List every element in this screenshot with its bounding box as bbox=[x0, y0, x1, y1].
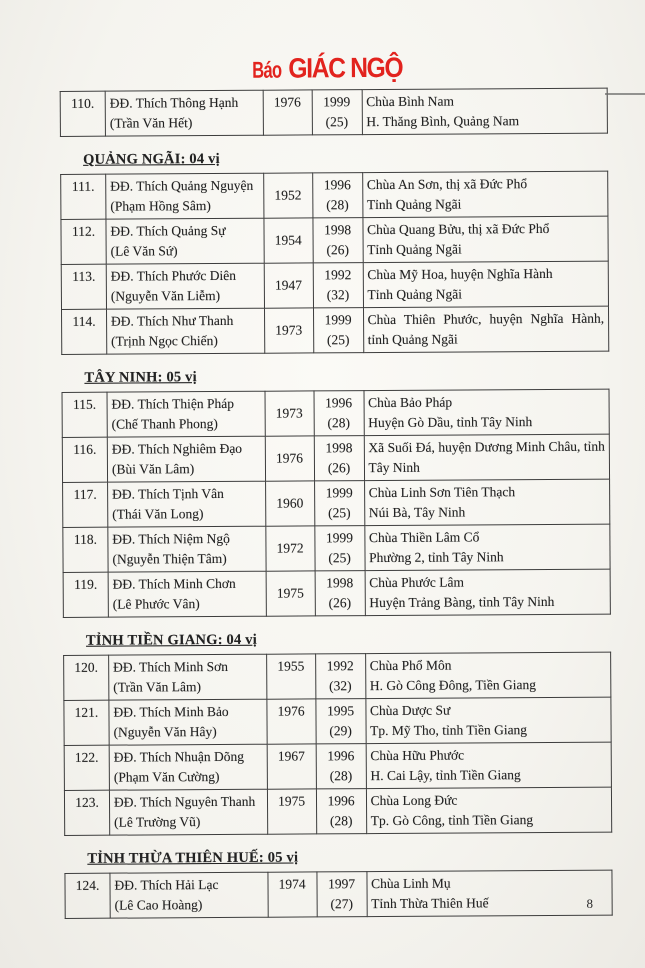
monk-dharma-name: ĐĐ. Thích Nguyên Thanh bbox=[113, 793, 256, 810]
table-row bbox=[62, 389, 609, 437]
ordination-year: 1996 bbox=[327, 793, 355, 809]
address-line: Chùa An Sơn, thị xã Đức Phổ bbox=[366, 176, 528, 193]
birth-year-cell: 1976 bbox=[263, 90, 312, 135]
ordination-year-cell bbox=[313, 263, 363, 308]
logo-prefix: Báo bbox=[252, 56, 282, 83]
roster-table bbox=[64, 870, 612, 919]
ordination-age: (26) bbox=[328, 594, 352, 610]
address-line: Chùa Thiền Lâm Cổ bbox=[368, 529, 480, 546]
row-number-cell: 113. bbox=[61, 264, 106, 309]
temple-address-cell bbox=[365, 652, 611, 698]
table-row bbox=[61, 171, 608, 219]
ordination-age: (25) bbox=[326, 331, 350, 347]
monk-lay-name: (Bùi Văn Lâm) bbox=[111, 460, 195, 477]
table-row bbox=[64, 697, 611, 745]
monk-dharma-name: ĐĐ. Thích Minh Bảo bbox=[113, 703, 229, 720]
temple-address-cell bbox=[363, 306, 609, 352]
row-number-cell: 122. bbox=[64, 745, 109, 790]
section-heading: TỈNH THỪA THIÊN HUẾ: 05 vị bbox=[87, 849, 299, 867]
address-line: Chùa Bình Nam bbox=[366, 93, 455, 110]
monk-name-cell bbox=[108, 571, 266, 617]
row-number-cell: 116. bbox=[62, 437, 107, 482]
table-row bbox=[60, 88, 607, 136]
ordination-age: (28) bbox=[329, 812, 353, 828]
ordination-year: 1998 bbox=[324, 222, 352, 238]
ordination-year: 1997 bbox=[328, 876, 356, 892]
monk-lay-name: (Lê Cao Hoàng) bbox=[114, 896, 203, 913]
sections bbox=[60, 88, 613, 919]
table-row bbox=[63, 524, 610, 572]
monk-lay-name: (Phạm Văn Cường) bbox=[113, 768, 220, 785]
address-line: Núi Bà, Tây Ninh bbox=[368, 503, 466, 520]
ordination-year: 1996 bbox=[327, 748, 355, 764]
birth-year-cell: 1960 bbox=[265, 481, 314, 526]
ordination-year: 1999 bbox=[323, 94, 351, 110]
monk-name-cell bbox=[109, 699, 267, 745]
monk-dharma-name: ĐĐ. Thích Hải Lạc bbox=[114, 877, 219, 893]
row-number-cell: 112. bbox=[61, 219, 106, 264]
monk-name-cell bbox=[108, 526, 266, 572]
address-line: H. Cai Lậy, tỉnh Tiền Giang bbox=[370, 766, 521, 783]
roster-table bbox=[60, 88, 608, 137]
page-number: 8 bbox=[586, 896, 593, 911]
address-line: Chùa Linh Sơn Tiên Thạch bbox=[368, 484, 516, 501]
address-line: Phường 2, tỉnh Tây Ninh bbox=[369, 548, 504, 565]
monk-dharma-name: ĐĐ. Thích Nghiêm Đạo bbox=[111, 440, 243, 457]
monk-lay-name: (Nguyễn Văn Hây) bbox=[113, 723, 217, 740]
address-line: Chùa Quang Bửu, thị xã Đức Phổ bbox=[367, 220, 550, 238]
monk-name-cell bbox=[107, 391, 265, 437]
monk-lay-name: (Nguyễn Văn Liễm) bbox=[110, 287, 221, 304]
ordination-year-cell bbox=[316, 789, 366, 834]
ordination-year-cell bbox=[317, 872, 367, 917]
address-line: Chùa Phước Lâm bbox=[369, 574, 464, 591]
birth-year-cell: 1972 bbox=[265, 526, 314, 571]
ordination-year-cell bbox=[316, 744, 366, 789]
birth-year-cell: 1975 bbox=[266, 571, 315, 616]
row-number-cell: 110. bbox=[60, 91, 105, 136]
address-line: Tỉnh Quảng Ngãi bbox=[367, 241, 462, 257]
monk-name-cell bbox=[105, 90, 263, 136]
roster-table bbox=[62, 389, 611, 618]
roster-table bbox=[60, 171, 609, 355]
table-row bbox=[64, 787, 611, 835]
ordination-age: (28) bbox=[326, 196, 349, 212]
temple-address-cell bbox=[365, 569, 611, 615]
temple-address-cell bbox=[362, 171, 608, 217]
ordination-age: (28) bbox=[329, 767, 353, 783]
ordination-year-cell bbox=[313, 218, 363, 263]
monk-name-cell bbox=[109, 789, 267, 835]
monk-dharma-name: ĐĐ. Thích Quảng Nguyện bbox=[110, 177, 254, 194]
ordination-year-cell bbox=[315, 699, 365, 744]
row-number-cell: 124. bbox=[65, 873, 110, 918]
monk-name-cell bbox=[106, 263, 264, 309]
address-line: Chùa Phổ Môn bbox=[369, 657, 452, 674]
row-number-cell: 123. bbox=[64, 790, 109, 835]
ordination-year: 1998 bbox=[326, 575, 354, 591]
table-row bbox=[63, 569, 610, 617]
monk-name-cell bbox=[109, 654, 267, 700]
ordination-year: 1992 bbox=[324, 267, 352, 283]
address-line: Chùa Mỹ Hoa, huyện Nghĩa Hành bbox=[367, 265, 553, 283]
ordination-year-cell bbox=[314, 436, 364, 481]
roster-table bbox=[63, 652, 612, 836]
monk-name-cell bbox=[106, 218, 264, 264]
ordination-year: 1999 bbox=[324, 312, 352, 328]
address-line: Chùa Hữu Phước bbox=[370, 747, 465, 764]
monk-dharma-name: ĐĐ. Thích Như Thanh bbox=[110, 312, 234, 329]
address-line: Tỉnh Quảng Ngãi bbox=[367, 286, 462, 302]
monk-dharma-name: ĐĐ. Thích Niệm Ngộ bbox=[112, 530, 230, 547]
monk-dharma-name: ĐĐ. Thích Thiện Pháp bbox=[111, 395, 235, 412]
ordination-year-cell bbox=[313, 308, 363, 353]
row-number-cell: 115. bbox=[62, 392, 107, 437]
temple-address-cell bbox=[363, 261, 609, 307]
monk-dharma-name: ĐĐ. Thích Phước Diên bbox=[110, 267, 236, 284]
table-row bbox=[61, 216, 608, 264]
monk-lay-name: (Thái Văn Long) bbox=[112, 505, 204, 522]
table-row bbox=[64, 652, 611, 700]
ordination-year: 1999 bbox=[325, 530, 354, 546]
monk-name-cell bbox=[109, 744, 267, 790]
address-line: Chùa Bảo Pháp bbox=[368, 394, 453, 411]
ordination-age: (32) bbox=[329, 677, 352, 693]
section-heading: TỈNH TIỀN GIANG: 04 vị bbox=[85, 631, 257, 649]
ordination-year-cell bbox=[314, 526, 364, 571]
ordination-year: 1995 bbox=[326, 703, 355, 719]
address-line: Xã Suối Đá, huyện Dương Minh Châu, tỉnh Tây Ninh bbox=[368, 438, 605, 475]
monk-name-cell bbox=[106, 308, 264, 354]
temple-address-cell bbox=[365, 697, 611, 743]
temple-address-cell bbox=[366, 742, 612, 788]
monk-dharma-name: ĐĐ. Thích Thông Hạnh bbox=[109, 94, 239, 111]
monk-name-cell bbox=[110, 872, 268, 918]
address-line: Tp. Mỹ Tho, tỉnh Tiền Giang bbox=[370, 721, 528, 738]
scan-artifact-line bbox=[605, 93, 645, 95]
monk-dharma-name: ĐĐ. Thích Minh Chơn bbox=[112, 575, 236, 592]
ordination-year-cell bbox=[312, 173, 362, 218]
address-line: Chùa Long Đức bbox=[370, 792, 458, 809]
table-row bbox=[62, 306, 609, 354]
ordination-year-cell bbox=[315, 571, 365, 616]
monk-lay-name: (Trần Văn Hết) bbox=[109, 114, 193, 131]
row-number-cell: 119. bbox=[63, 572, 108, 617]
ordination-year-cell bbox=[315, 654, 365, 699]
monk-dharma-name: ĐĐ. Thích Nhuận Dõng bbox=[113, 748, 244, 765]
row-number-cell: 120. bbox=[64, 655, 109, 700]
monk-dharma-name: ĐĐ. Thích Minh Sơn bbox=[113, 658, 229, 675]
address-line: H. Gò Công Đông, Tiền Giang bbox=[369, 676, 537, 693]
address-line: Tỉnh Quảng Ngãi bbox=[366, 196, 462, 212]
monk-dharma-name: ĐĐ. Thích Tịnh Vân bbox=[112, 485, 224, 502]
section-heading: QUẢNG NGÃI: 04 vị bbox=[83, 150, 220, 168]
birth-year-cell: 1967 bbox=[267, 744, 316, 789]
birth-year-cell: 1952 bbox=[263, 173, 312, 218]
birth-year-cell: 1973 bbox=[265, 391, 314, 436]
ordination-year: 1999 bbox=[325, 485, 353, 501]
ordination-year: 1996 bbox=[323, 177, 351, 193]
page-content bbox=[59, 51, 612, 919]
temple-address-cell bbox=[364, 524, 610, 570]
birth-year-cell: 1976 bbox=[265, 436, 314, 481]
row-number-cell: 111. bbox=[61, 174, 106, 219]
monk-lay-name: (Nguyễn Thiện Tâm) bbox=[112, 550, 227, 567]
temple-address-cell bbox=[362, 216, 608, 262]
row-number-cell: 118. bbox=[63, 527, 108, 572]
ordination-age: (27) bbox=[330, 895, 353, 911]
ordination-year: 1998 bbox=[325, 440, 353, 456]
newspaper-logo bbox=[49, 51, 607, 86]
table-row bbox=[65, 870, 612, 918]
ordination-age: (26) bbox=[327, 459, 351, 475]
address-line: Chùa Dược Sư bbox=[369, 702, 451, 719]
birth-year-cell: 1976 bbox=[267, 699, 316, 744]
birth-year-cell: 1975 bbox=[267, 789, 316, 834]
address-line: Chùa Thiên Phước, huyện Nghĩa Hành, tỉnh Quảng Ngãi bbox=[367, 310, 605, 347]
table-row bbox=[61, 261, 608, 309]
ordination-year-cell bbox=[314, 391, 364, 436]
logo-title: GIÁC NGỘ bbox=[288, 51, 403, 84]
birth-year-cell: 1954 bbox=[264, 218, 313, 263]
birth-year-cell: 1955 bbox=[266, 654, 315, 699]
address-line: Tp. Gò Công, tỉnh Tiền Giang bbox=[370, 811, 534, 828]
monk-lay-name: (Lê Trường Vũ) bbox=[114, 813, 201, 830]
temple-address-cell bbox=[366, 787, 612, 833]
monk-name-cell bbox=[106, 173, 264, 219]
monk-lay-name: (Lê Văn Sứ) bbox=[110, 242, 178, 259]
temple-address-cell bbox=[364, 389, 610, 435]
monk-lay-name: (Trần Văn Lâm) bbox=[113, 678, 202, 695]
ordination-year: 1996 bbox=[325, 395, 353, 411]
ordination-year-cell bbox=[314, 481, 364, 526]
table-row bbox=[63, 479, 610, 527]
monk-name-cell bbox=[108, 481, 266, 527]
temple-address-cell bbox=[364, 434, 610, 480]
temple-address-cell bbox=[362, 88, 608, 134]
birth-year-cell: 1974 bbox=[268, 872, 317, 917]
ordination-age: (25) bbox=[325, 113, 349, 129]
ordination-age: (29) bbox=[329, 722, 352, 738]
row-number-cell: 117. bbox=[63, 482, 108, 527]
monk-dharma-name: ĐĐ. Thích Quảng Sự bbox=[110, 222, 226, 239]
address-line: Tỉnh Thừa Thiên Huế bbox=[371, 894, 489, 911]
temple-address-cell bbox=[364, 479, 610, 525]
ordination-age: (25) bbox=[328, 504, 351, 520]
ordination-year-cell bbox=[312, 90, 362, 135]
section-heading: TÂY NINH: 05 vị bbox=[84, 369, 197, 386]
monk-lay-name: (Chế Thanh Phong) bbox=[111, 415, 218, 432]
table-row bbox=[62, 434, 609, 482]
ordination-age: (25) bbox=[328, 549, 351, 565]
row-number-cell: 114. bbox=[62, 309, 107, 354]
birth-year-cell: 1973 bbox=[264, 308, 313, 353]
address-line: Huyện Gò Dầu, tỉnh Tây Ninh bbox=[368, 413, 533, 430]
address-line: Chùa Linh Mụ bbox=[371, 875, 451, 892]
table-row bbox=[64, 742, 611, 790]
address-line: Huyện Trảng Bàng, tỉnh Tây Ninh bbox=[369, 593, 555, 610]
monk-lay-name: (Lê Phước Vân) bbox=[112, 595, 200, 612]
ordination-age: (28) bbox=[327, 414, 351, 430]
row-number-cell: 121. bbox=[64, 700, 109, 745]
birth-year-cell: 1947 bbox=[264, 263, 313, 308]
monk-lay-name: (Phạm Hồng Sâm) bbox=[110, 197, 211, 214]
monk-name-cell bbox=[107, 436, 265, 482]
address-line: H. Thăng Bình, Quảng Nam bbox=[366, 112, 520, 129]
monk-lay-name: (Trịnh Ngọc Chiến) bbox=[111, 332, 218, 349]
ordination-year: 1992 bbox=[326, 658, 354, 674]
ordination-age: (32) bbox=[326, 286, 350, 302]
ordination-age: (26) bbox=[326, 241, 349, 257]
temple-address-cell bbox=[366, 870, 612, 916]
